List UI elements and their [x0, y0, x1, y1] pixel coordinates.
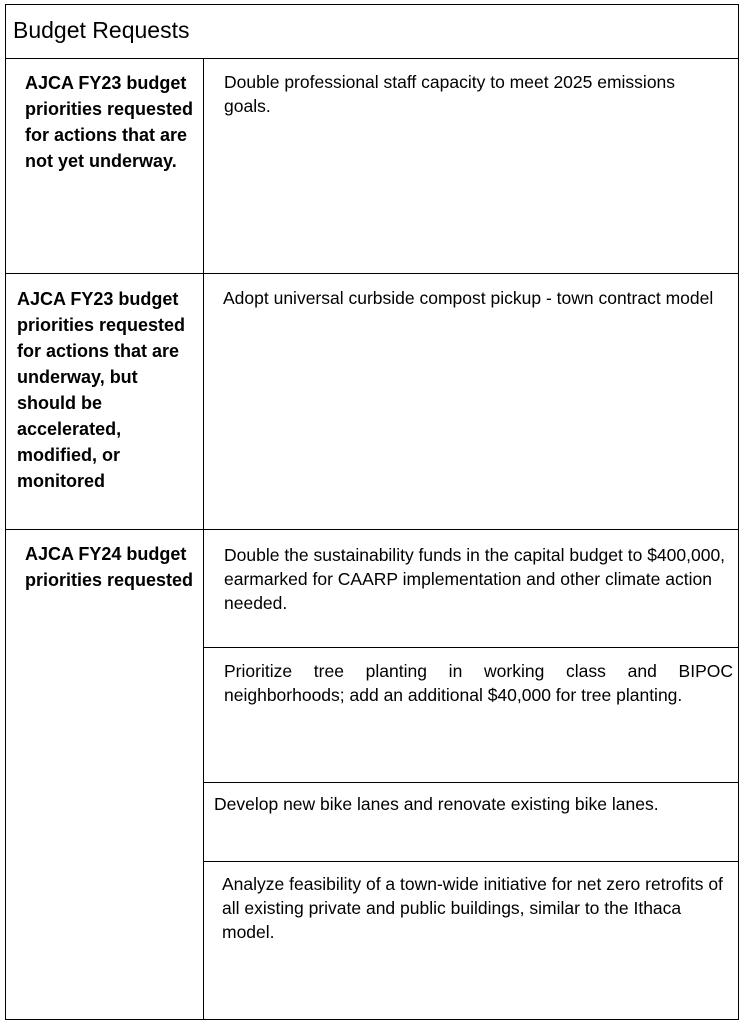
- section-label-cell: [6, 274, 204, 529]
- page-title: Budget Requests: [13, 17, 190, 43]
- request-text: Develop new bike lanes and renovate existing bike lanes.: [214, 794, 659, 814]
- request-item: [204, 59, 738, 273]
- section-label: AJCA FY23 budget priorities requested for actions that are underway, but should be accelerated, modified, or monitored: [17, 289, 186, 491]
- section-label: AJCA FY23 budget priorities requested for actions that are not yet underway.: [25, 73, 194, 171]
- request-text: Double professional staff capacity to meet 2025 emissions goals.: [224, 72, 676, 116]
- request-item: [204, 862, 738, 1019]
- title-row: [6, 5, 738, 59]
- request-item: [204, 274, 738, 529]
- request-text: Analyze feasibility of a town-wide initiative for net zero retrofits of all existing private and public buildings, similar to the Ithaca model.: [222, 874, 723, 942]
- budget-requests-table: [5, 4, 739, 1020]
- request-text: Double the sustainability funds in the capital budget to $400,000, earmarked for CAARP implementation and other climate action needed.: [224, 545, 726, 613]
- request-item: [204, 530, 738, 648]
- section-fy23-underway: [6, 274, 738, 530]
- section-label-cell: [6, 59, 204, 273]
- section-fy23-not-underway: [6, 59, 738, 274]
- section-label-cell: [6, 530, 204, 1019]
- request-item: [204, 648, 738, 783]
- request-text: Adopt universal curbside compost pickup - town contract model: [223, 288, 714, 308]
- section-fy24: [6, 530, 738, 1019]
- section-label: AJCA FY24 budget priorities requested: [25, 544, 194, 590]
- request-text: Prioritize tree planting in working class and BIPOC neighborhoods; add an additional $40,000 for tree planting.: [224, 661, 733, 705]
- request-item: [204, 783, 738, 862]
